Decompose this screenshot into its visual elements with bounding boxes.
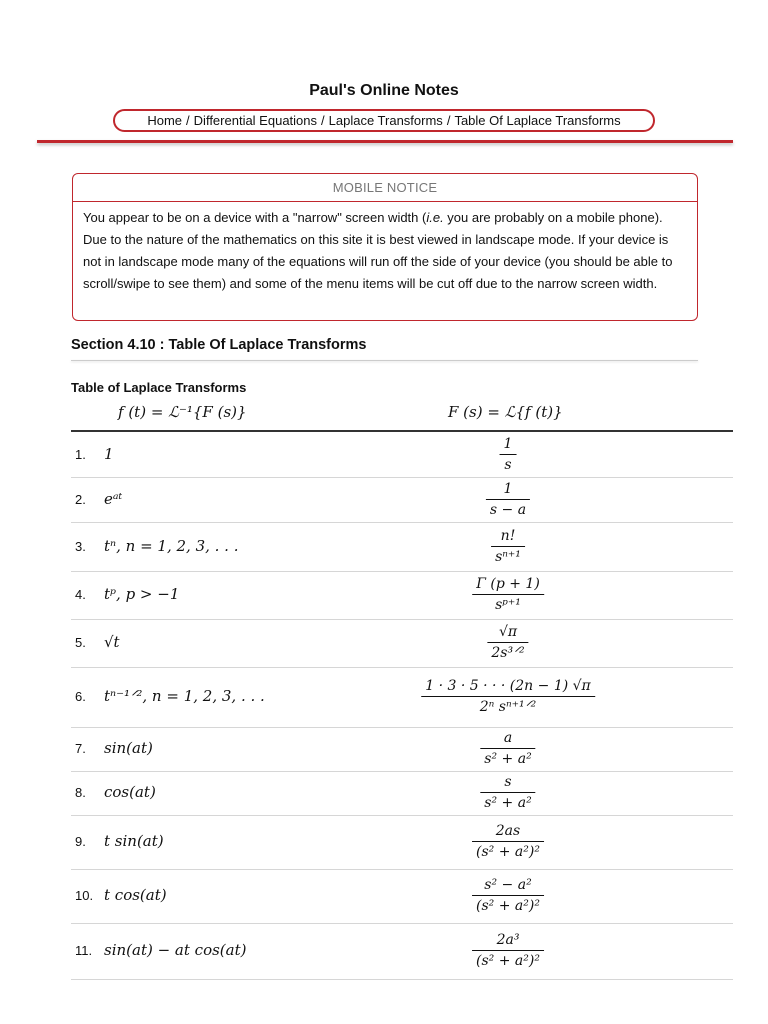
laplace-transform	[472, 574, 544, 615]
fraction-numerator: a	[503, 730, 513, 746]
fraction-denominator: s² + a²	[484, 795, 532, 811]
section-divider	[71, 360, 698, 361]
table-row	[71, 571, 733, 620]
fraction-numerator: √π	[498, 624, 518, 640]
table-row	[71, 815, 733, 870]
fraction-denominator: sⁿ⁺¹	[495, 548, 521, 565]
header-divider	[37, 140, 733, 143]
row-number: 8.	[75, 785, 86, 800]
breadcrumb-home[interactable]: Home	[147, 113, 183, 128]
laplace-transform	[472, 930, 544, 971]
laplace-transform	[500, 434, 517, 475]
time-function: √t	[104, 633, 120, 651]
column-header-Fs: F (s) = ℒ{f (t)}	[448, 403, 563, 421]
laplace-transform	[487, 622, 528, 663]
fraction-denominator: (s² + a²)²	[476, 953, 540, 969]
table-row	[71, 869, 733, 924]
breadcrumb-separator: /	[446, 113, 451, 128]
notice-title: MOBILE NOTICE	[73, 174, 697, 202]
laplace-transform	[480, 728, 535, 769]
mobile-notice	[72, 173, 698, 321]
time-function: eᵃᵗ	[104, 489, 123, 508]
time-function: t sin(at)	[104, 832, 164, 850]
table-row	[71, 477, 733, 523]
notice-body: You appear to be on a device with a "narrow" screen width (i.e. you are probably on a mobile phone). Due to the nature of the mathematics on this site it is best viewed in landscape mode. If your device is not in landscape mode many of the equations will run off the side of your device (you should be able to scroll/swipe to see them) and some of the menu items will be cut off due to the narrow screen width.	[83, 210, 673, 291]
breadcrumb-laplace-transforms[interactable]: Laplace Transforms	[328, 113, 443, 128]
laplace-transform	[421, 676, 595, 717]
breadcrumb-current-page[interactable]: Table Of Laplace Transforms	[454, 113, 621, 128]
time-function: 1	[104, 444, 114, 463]
column-header-ft: f (t) = ℒ⁻¹{F (s)}	[118, 403, 247, 421]
table-row	[71, 619, 733, 668]
fraction-numerator: s	[504, 774, 512, 790]
row-number: 1.	[75, 446, 86, 462]
breadcrumb-differential-equations[interactable]: Differential Equations	[193, 113, 318, 128]
fraction-numerator: 1 · 3 · 5 · · · (2n − 1) √π	[425, 678, 591, 694]
row-number: 2.	[75, 491, 86, 507]
time-function: cos(at)	[104, 783, 156, 801]
row-number: 10.	[75, 888, 94, 903]
laplace-transform	[491, 526, 525, 567]
laplace-transform	[480, 772, 535, 813]
fraction-numerator: n!	[500, 527, 516, 544]
row-number: 9.	[75, 834, 86, 849]
table-row	[71, 771, 733, 816]
table-caption: Table of Laplace Transforms	[71, 380, 247, 395]
table-row	[71, 727, 733, 772]
laplace-transform	[472, 875, 544, 916]
time-function: tⁿ⁻¹ᐟ², n = 1, 2, 3, . . .	[104, 687, 265, 705]
fraction-numerator: 2as	[495, 823, 521, 839]
fraction-denominator: (s² + a²)²	[476, 844, 540, 860]
fraction-denominator: s² + a²	[484, 751, 532, 767]
fraction-numerator: 1	[503, 480, 513, 497]
fraction-denominator: (s² + a²)²	[476, 898, 540, 914]
row-number: 4.	[75, 587, 86, 602]
fraction-numerator: Γ (p + 1)	[476, 576, 540, 592]
row-number: 7.	[75, 741, 86, 756]
fraction-denominator: s − a	[489, 501, 527, 518]
time-function: tⁿ, n = 1, 2, 3, . . .	[104, 536, 239, 555]
breadcrumb-separator: /	[186, 113, 190, 128]
time-function: tᵖ, p > −1	[104, 585, 180, 603]
table-row	[71, 923, 733, 980]
table-row	[71, 667, 733, 728]
fraction-numerator: s² − a²	[484, 877, 532, 893]
time-function: sin(at)	[104, 739, 153, 757]
time-function: sin(at) − at cos(at)	[104, 941, 247, 959]
laplace-transform	[472, 821, 544, 862]
table-row	[71, 522, 733, 572]
row-number: 6.	[75, 689, 86, 704]
fraction-numerator: 2a³	[496, 932, 520, 948]
fraction-denominator: 2s³ᐟ²	[491, 645, 525, 661]
row-number: 5.	[75, 635, 86, 650]
laplace-transform	[486, 479, 530, 520]
fraction-denominator: sᵖ⁺¹	[495, 597, 521, 613]
fraction-numerator: 1	[503, 435, 513, 452]
time-function: t cos(at)	[104, 886, 167, 904]
row-number: 3.	[75, 538, 86, 554]
fraction-denominator: s	[504, 456, 512, 473]
breadcrumb	[113, 109, 655, 132]
row-number: 11.	[75, 943, 93, 958]
section-title: Section 4.10 : Table Of Laplace Transforms	[71, 337, 367, 353]
site-title[interactable]: Paul's Online Notes	[309, 82, 459, 99]
breadcrumb-separator: /	[321, 113, 325, 128]
fraction-denominator: 2ⁿ sⁿ⁺¹ᐟ²	[479, 699, 537, 715]
table-row	[71, 432, 733, 478]
